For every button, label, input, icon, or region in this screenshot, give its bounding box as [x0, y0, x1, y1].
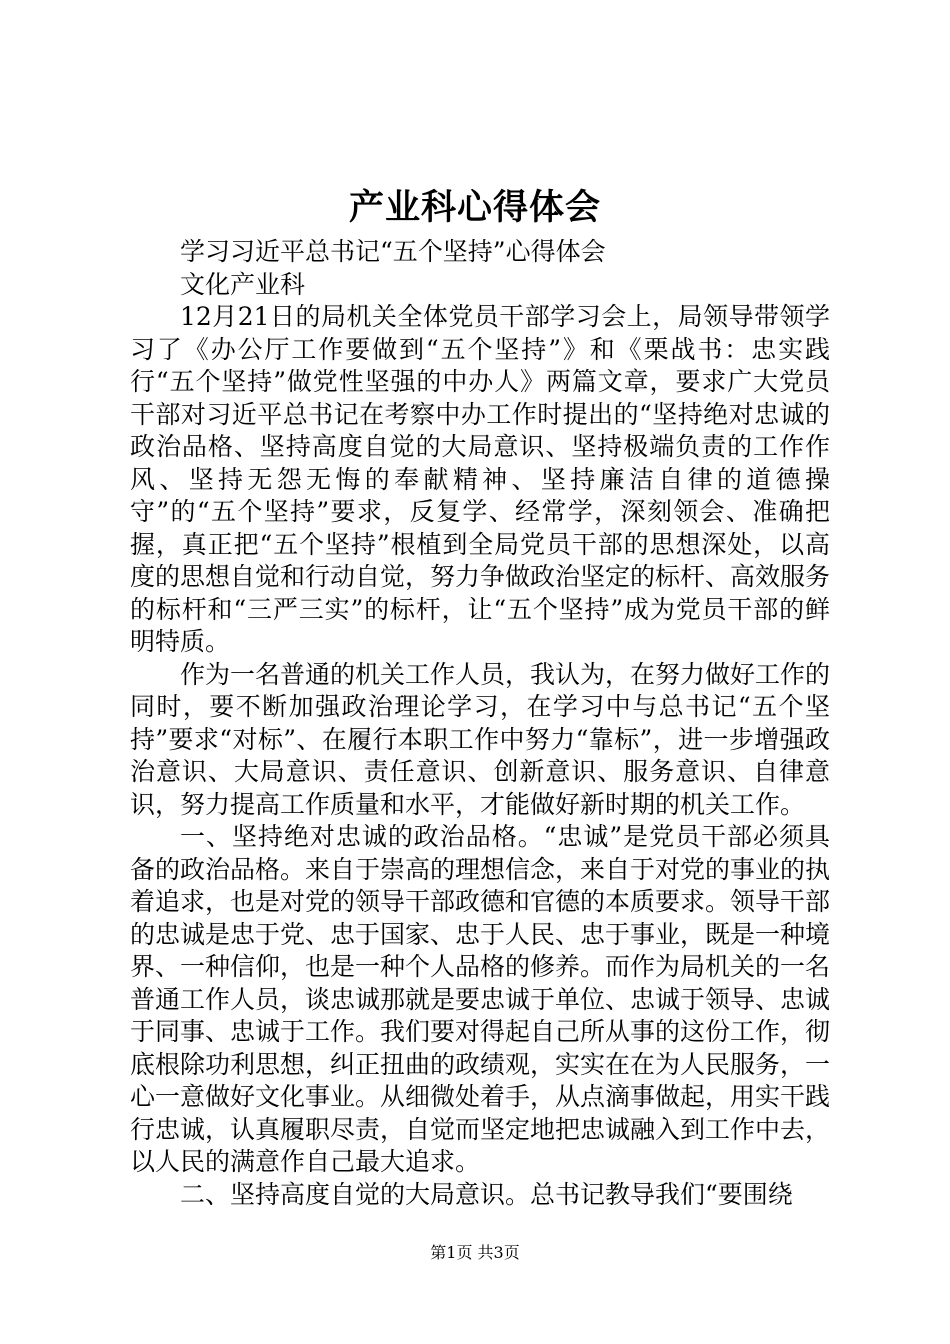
- paragraph-3: 一、坚持绝对忠诚的政治品格。“忠诚”是党员干部必须具备的政治品格。来自于崇高的理想信念，来自于对党的事业的执着追求，也是对党的领导干部政德和官德的本质要求。领导干部的忠诚是忠于党、忠于国家、忠于人民、忠于事业，既是一种境界、一种信仰，也是一种个人品格的修养。而作为局机关的一名普通工作人员，谈忠诚那就是要忠诚于单位、忠诚于领导、忠诚于同事、忠诚于工作。我们要对得起自己所从事的这份工作，彻底根除功利思想，纠正扭曲的政绩观，实实在在为人民服务，一心一意做好文化事业。从细微处着手，从点滴事做起，用实干践行忠诚，认真履职尽责，自觉而坚定地把忠诚融入到工作中去，以人民的满意作自己最大追求。: [130, 822, 831, 1176]
- page-footer: 第1页 共3页: [430, 1243, 520, 1262]
- paragraph-2: 作为一名普通的机关工作人员，我认为，在努力做好工作的同时，要不断加强政治理论学习，在学习中与总书记“五个坚持”要求“对标”、在履行本职工作中努力“靠标”，进一步增强政治意识、大局意识、责任意识、创新意识、服务意识、自律意识，努力提高工作质量和水平，才能做好新时期的机关工作。: [130, 659, 831, 819]
- paragraph-4: 二、坚持高度自觉的大局意识。总书记教导我们“要围绕: [180, 1179, 793, 1209]
- department-line: 文化产业科: [180, 269, 306, 299]
- document-body: [130, 236, 830, 1211]
- document-title: 产业科心得体会: [348, 188, 601, 228]
- subtitle-line: 学习习近平总书记“五个坚持”心得体会: [180, 237, 606, 266]
- paragraph-1: 12月21日的局机关全体党员干部学习会上，局领导带领学习了《办公厅工作要做到“五个坚持”》和《栗战书：忠实践行“五个坚持”做党性坚强的中办人》两篇文章，要求广大党员干部对习近平总书记在考察中办工作时提出的“坚持绝对忠诚的政治品格、坚持高度自觉的大局意识、坚持极端负责的工作作风、坚持无怨无悔的奉献精神、坚持廉洁自律的道德操守”的“五个坚持”要求，反复学、经常学，深刻领会、准确把握，真正把“五个坚持”根植到全局党员干部的思想深处，以高度的思想自觉和行动自觉，努力争做政治坚定的标杆、高效服务的标杆和“三严三实”的标杆，让“五个坚持”成为党员干部的鲜明特质。: [130, 302, 831, 656]
